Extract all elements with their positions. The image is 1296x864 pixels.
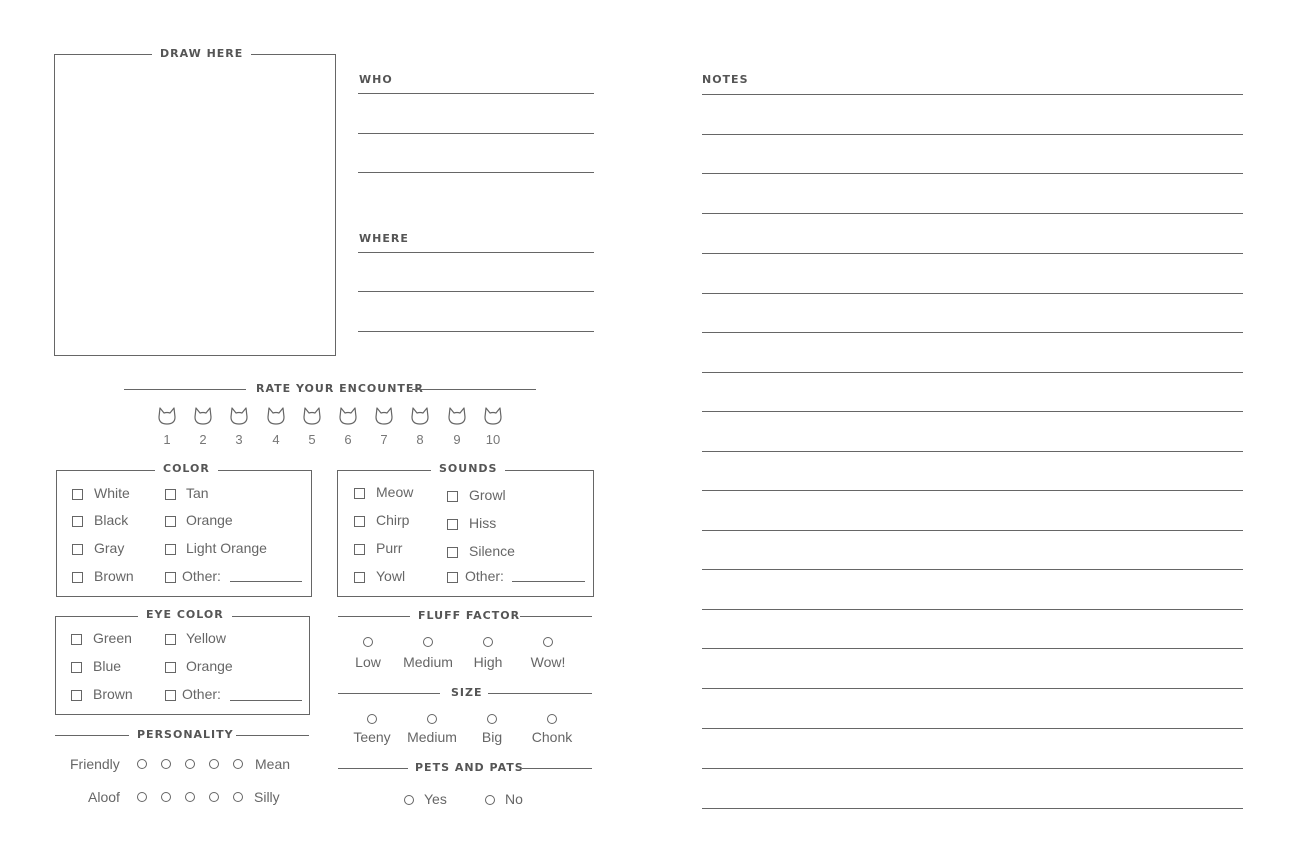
cat-head-icon[interactable] [337, 405, 359, 427]
size-option-label: Medium [407, 729, 457, 745]
cat-head-icon [337, 405, 359, 427]
fluff-radio[interactable] [423, 637, 433, 647]
cat-head-icon[interactable] [228, 405, 250, 427]
notes-line[interactable] [702, 134, 1243, 135]
fluff-option-label: High [473, 654, 503, 670]
cat-head-icon [446, 405, 468, 427]
pets-no-label: No [505, 791, 523, 807]
notes-line[interactable] [702, 372, 1243, 373]
pets-yes-radio[interactable] [404, 795, 414, 805]
sounds-option-label: Meow [376, 484, 414, 500]
eye_color-option-label: Other: [182, 686, 221, 702]
notes-line[interactable] [702, 293, 1243, 294]
rating-number: 6 [344, 432, 352, 447]
color-checkbox[interactable] [165, 544, 176, 555]
where-label: WHERE [359, 232, 409, 245]
eye_color-checkbox[interactable] [165, 634, 176, 645]
cat-head-icon [192, 405, 214, 427]
rating-number: 8 [416, 432, 424, 447]
size-radio[interactable] [367, 714, 377, 724]
color-checkbox[interactable] [72, 489, 83, 500]
cat-head-icon [156, 405, 178, 427]
cat-head-icon[interactable] [265, 405, 287, 427]
personality-radio[interactable] [233, 792, 243, 802]
notes-line[interactable] [702, 569, 1243, 570]
eye_color-checkbox[interactable] [71, 662, 82, 673]
fluff-radio[interactable] [483, 637, 493, 647]
cat-head-icon[interactable] [301, 405, 323, 427]
cat-head-icon [301, 405, 323, 427]
pets-no-radio[interactable] [485, 795, 495, 805]
draw-area[interactable] [54, 54, 336, 356]
fluff-title: FLUFF FACTOR [418, 609, 521, 622]
personality-radio[interactable] [137, 792, 147, 802]
rating-number: 5 [308, 432, 316, 447]
fluff-option-label: Low [355, 654, 381, 670]
notes-line[interactable] [702, 94, 1243, 95]
eye_color-option-label: Green [93, 630, 132, 646]
sounds-option-label: Chirp [376, 512, 410, 528]
notes-line[interactable] [702, 609, 1243, 610]
sounds-title: SOUNDS [431, 462, 505, 475]
notes-line[interactable] [702, 451, 1243, 452]
notes-line[interactable] [702, 530, 1243, 531]
color-option-label: Other: [182, 568, 221, 584]
rating-number: 4 [272, 432, 280, 447]
cat-head-icon [228, 405, 250, 427]
rating-number: 9 [453, 432, 461, 447]
eye_color-checkbox[interactable] [165, 662, 176, 673]
size-radio[interactable] [547, 714, 557, 724]
eye_color-option-label: Yellow [186, 630, 226, 646]
sounds-checkbox[interactable] [447, 547, 458, 558]
color-option-label: Brown [94, 568, 134, 584]
cat-head-icon[interactable] [409, 405, 431, 427]
size-radio[interactable] [427, 714, 437, 724]
fluff-option-label: Wow! [530, 654, 566, 670]
rate-title: RATE YOUR ENCOUNTER [256, 382, 424, 395]
sounds-option-label: Hiss [469, 515, 497, 531]
personality-friendly-label: Friendly [70, 756, 120, 772]
color-checkbox[interactable] [165, 572, 176, 583]
color-option-label: Gray [94, 540, 125, 556]
sounds-option-label: Silence [469, 543, 515, 559]
sounds-option-label: Other: [465, 568, 504, 584]
color-checkbox[interactable] [72, 544, 83, 555]
where-line-2[interactable] [358, 291, 594, 292]
rating-number: 1 [163, 432, 171, 447]
personality-title: PERSONALITY [137, 728, 234, 741]
rate-rule-right [412, 389, 536, 390]
color-option-label: Light Orange [186, 540, 267, 556]
eye_color-checkbox[interactable] [71, 690, 82, 701]
notes-line[interactable] [702, 688, 1243, 689]
sounds-checkbox[interactable] [354, 572, 365, 583]
sounds-checkbox[interactable] [447, 519, 458, 530]
eye_color-checkbox[interactable] [71, 634, 82, 645]
notes-line[interactable] [702, 728, 1243, 729]
notes-label: NOTES [702, 73, 749, 86]
color-title: COLOR [155, 462, 218, 475]
fluff-rule-right [520, 616, 592, 617]
personality-radio[interactable] [185, 792, 195, 802]
personality-radio[interactable] [161, 759, 171, 769]
personality-rule-left [55, 735, 129, 736]
sounds-checkbox[interactable] [447, 491, 458, 502]
color-option-label: Black [94, 512, 129, 528]
personality-mean-label: Mean [255, 756, 291, 772]
personality-rule-right [236, 735, 309, 736]
color-other-line[interactable] [230, 581, 302, 582]
size-option-label: Chonk [531, 729, 573, 745]
fluff-rule-left [338, 616, 410, 617]
sounds-checkbox[interactable] [447, 572, 458, 583]
who-line-1[interactable] [358, 93, 594, 94]
color-checkbox[interactable] [165, 516, 176, 527]
color-option-label: Orange [186, 512, 233, 528]
sounds-option-label: Purr [376, 540, 403, 556]
color-checkbox[interactable] [165, 489, 176, 500]
cat-head-icon[interactable] [482, 405, 504, 427]
pets-yes-label: Yes [424, 791, 447, 807]
sounds-checkbox[interactable] [354, 516, 365, 527]
sounds-other-line[interactable] [512, 581, 585, 582]
pets-title: PETS AND PATS [415, 761, 524, 774]
sounds-option-label: Growl [469, 487, 506, 503]
personality-radio[interactable] [209, 792, 219, 802]
size-radio[interactable] [487, 714, 497, 724]
eye_color-option-label: Blue [93, 658, 122, 674]
rating-number: 10 [485, 432, 501, 447]
notes-line[interactable] [702, 808, 1243, 809]
eye_color-checkbox[interactable] [165, 690, 176, 701]
personality-silly-label: Silly [254, 789, 280, 805]
notes-line[interactable] [702, 253, 1243, 254]
personality-aloof-label: Aloof [88, 789, 120, 805]
size-title: SIZE [451, 686, 483, 699]
rating-number: 3 [235, 432, 243, 447]
sounds-option-label: Yowl [376, 568, 406, 584]
cat-head-icon[interactable] [446, 405, 468, 427]
size-rule-left [338, 693, 440, 694]
who-label: WHO [359, 73, 393, 86]
notes-line[interactable] [702, 648, 1243, 649]
fluff-radio[interactable] [543, 637, 553, 647]
pets-rule-right [522, 768, 592, 769]
notes-line[interactable] [702, 490, 1243, 491]
rating-number: 2 [199, 432, 207, 447]
eye_color-option-label: Brown [93, 686, 133, 702]
who-line-3[interactable] [358, 172, 594, 173]
size-rule-right [488, 693, 592, 694]
personality-radio[interactable] [137, 759, 147, 769]
where-line-3[interactable] [358, 331, 594, 332]
notes-line[interactable] [702, 768, 1243, 769]
rating-number: 7 [380, 432, 388, 447]
notes-line[interactable] [702, 173, 1243, 174]
notes-line[interactable] [702, 332, 1243, 333]
color-checkbox[interactable] [72, 572, 83, 583]
rate-rule-left [124, 389, 246, 390]
cat-head-icon [409, 405, 431, 427]
where-line-1[interactable] [358, 252, 594, 253]
cat-head-icon[interactable] [192, 405, 214, 427]
personality-radio[interactable] [233, 759, 243, 769]
cat-head-icon [373, 405, 395, 427]
sounds-checkbox[interactable] [354, 488, 365, 499]
personality-radio[interactable] [161, 792, 171, 802]
size-option-label: Big [481, 729, 503, 745]
eye-other-line[interactable] [230, 700, 302, 701]
cat-head-icon[interactable] [373, 405, 395, 427]
color-checkbox[interactable] [72, 516, 83, 527]
color-option-label: Tan [186, 485, 209, 501]
cat-head-icon[interactable] [156, 405, 178, 427]
who-line-2[interactable] [358, 133, 594, 134]
size-option-label: Teeny [353, 729, 391, 745]
notes-line[interactable] [702, 213, 1243, 214]
fluff-option-label: Medium [403, 654, 453, 670]
pets-rule-left [338, 768, 408, 769]
color-option-label: White [94, 485, 130, 501]
cat-head-icon [482, 405, 504, 427]
eye-color-title: EYE COLOR [138, 608, 232, 621]
fluff-radio[interactable] [363, 637, 373, 647]
personality-radio[interactable] [209, 759, 219, 769]
draw-here-label: DRAW HERE [152, 47, 251, 60]
eye_color-option-label: Orange [186, 658, 233, 674]
notes-line[interactable] [702, 411, 1243, 412]
sounds-checkbox[interactable] [354, 544, 365, 555]
cat-head-icon [265, 405, 287, 427]
personality-radio[interactable] [185, 759, 195, 769]
